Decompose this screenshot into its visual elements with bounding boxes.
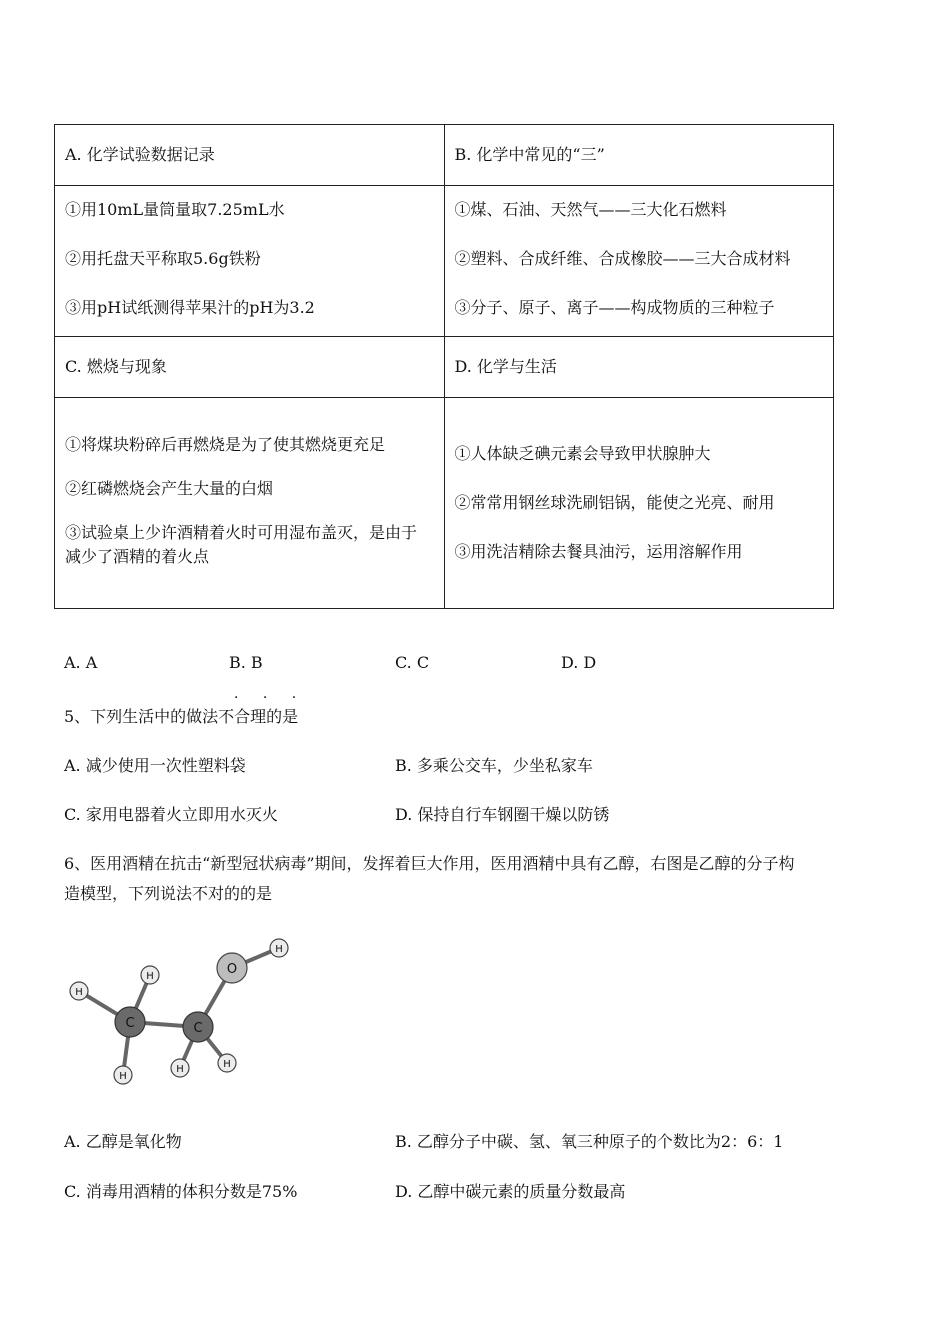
cell-b-header-text: B. 化学中常见的“三”	[454, 145, 605, 164]
cell-a-header	[55, 125, 445, 186]
cell-d-item-2: ②常常用钢丝球洗刷铝锅，能使之光亮、耐用	[454, 493, 775, 512]
q5-stem: 5、下列生活中的做法不合理的是	[64, 707, 299, 726]
atom-h1	[70, 982, 88, 1000]
atom-h6	[270, 939, 288, 957]
emphasis-dots: · · ·	[234, 690, 307, 706]
atom-h5	[218, 1054, 236, 1072]
molecule-bonds	[79, 948, 279, 1075]
question-4-table	[54, 124, 834, 609]
q4-option-d[interactable]: D. D	[561, 653, 597, 672]
cell-c-header-text: C. 燃烧与现象	[65, 357, 167, 376]
atom-h5-label: H	[223, 1059, 231, 1070]
atom-h4	[171, 1059, 189, 1077]
cell-d-item-3: ③用洗洁精除去餐具油污，运用溶解作用	[454, 542, 743, 561]
q4-option-a[interactable]: A. A	[64, 653, 98, 672]
q6-option-a[interactable]: A. 乙醇是氧化物	[64, 1132, 182, 1151]
cell-b-item-2: ②塑料、合成纤维、合成橡胶——三大合成材料	[454, 249, 791, 268]
q6-option-b[interactable]: B. 乙醇分子中碳、氢、氧三种原子的个数比为2：6：1	[395, 1132, 784, 1151]
q5-option-d[interactable]: D. 保持自行车钢圈干燥以防锈	[395, 805, 610, 824]
cell-a-header-text: A. 化学试验数据记录	[65, 145, 215, 164]
cell-b-item-3: ③分子、原子、离子——构成物质的三种粒子	[454, 298, 775, 317]
atom-h6-label: H	[275, 944, 283, 955]
cell-a-item-1: ①用10mL量筒量取7.25mL水	[65, 200, 285, 219]
q6-stem-line1: 6、医用酒精在抗击“新型冠状病毒”期间，发挥着巨大作用，医用酒精中具有乙醇，右图是乙醇的分子构	[64, 854, 795, 873]
atom-o-label: O	[226, 962, 238, 977]
cell-b-body	[444, 186, 834, 337]
cell-c-item-1: ①将煤块粉碎后再燃烧是为了使其燃烧更充足	[65, 435, 386, 454]
cell-d-header-text: D. 化学与生活	[454, 357, 557, 376]
atom-c2-label: C	[193, 1021, 203, 1036]
cell-a-item-2: ②用托盘天平称取5.6g铁粉	[65, 249, 261, 268]
q6-option-d[interactable]: D. 乙醇中碳元素的质量分数最高	[395, 1182, 626, 1201]
cell-c-item-3: ③试验桌上少许酒精着火时可用湿布盖灭，是由于减少了酒精的着火点	[65, 523, 418, 566]
q4-option-c[interactable]: C. C	[395, 653, 430, 672]
cell-d-header	[444, 337, 834, 398]
q4-option-b[interactable]: B. B	[229, 653, 263, 672]
cell-d-item-1: ①人体缺乏碘元素会导致甲状腺肿大	[454, 444, 711, 463]
atom-h2-label: H	[146, 971, 154, 982]
cell-b-item-1: ①煤、石油、天然气——三大化石燃料	[454, 200, 727, 219]
atom-c1	[115, 1007, 145, 1037]
atom-c2	[183, 1012, 213, 1042]
atom-c1-label: C	[125, 1016, 135, 1031]
q6-option-c[interactable]: C. 消毒用酒精的体积分数是75%	[64, 1182, 298, 1201]
cell-a-item-3: ③用pH试纸测得苹果汁的pH为3.2	[65, 298, 315, 317]
ethanol-molecule-model	[60, 928, 310, 1088]
q5-option-c[interactable]: C. 家用电器着火立即用水灭火	[64, 805, 278, 824]
cell-b-header	[444, 125, 834, 186]
atom-h3	[114, 1066, 132, 1084]
cell-c-item-2: ②红磷燃烧会产生大量的白烟	[65, 479, 274, 498]
q5-option-a[interactable]: A. 减少使用一次性塑料袋	[64, 756, 246, 775]
cell-c-body	[55, 398, 445, 609]
cell-a-body	[55, 186, 445, 337]
cell-d-body	[444, 398, 834, 609]
atom-h3-label: H	[119, 1071, 127, 1082]
atom-h1-label: H	[75, 987, 83, 998]
cell-c-header	[55, 337, 445, 398]
atom-o	[217, 953, 247, 983]
atom-h4-label: H	[176, 1064, 184, 1075]
q6-stem-line2: 造模型，下列说法不对的的是	[64, 884, 273, 903]
q5-option-b[interactable]: B. 多乘公交车，少坐私家车	[395, 756, 593, 775]
atom-h2	[141, 966, 159, 984]
